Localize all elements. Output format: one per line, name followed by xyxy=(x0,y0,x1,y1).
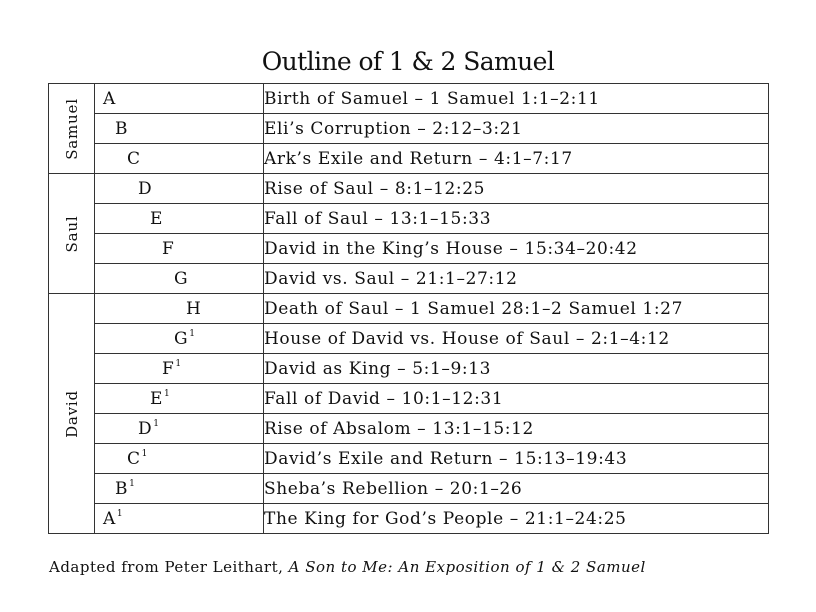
chiasm-letter: D xyxy=(138,178,153,199)
table-row xyxy=(49,324,769,354)
section-description: David as King – 5:1–9:13 xyxy=(264,354,769,384)
group-label-david: David xyxy=(62,389,81,438)
table-row xyxy=(49,444,769,474)
section-description: Ark’s Exile and Return – 4:1–7:17 xyxy=(264,144,769,174)
citation-book-title: A Son to Me: An Exposition of 1 & 2 Samuel xyxy=(288,558,646,576)
section-description: Sheba’s Rebellion – 20:1–26 xyxy=(264,474,769,504)
chiasm-letter-cell xyxy=(95,444,264,474)
chiasm-letter: $F^1$ xyxy=(162,358,182,379)
chiasm-letter-cell xyxy=(95,264,264,294)
chiasm-letter-cell xyxy=(95,384,264,414)
chiasm-letter-cell xyxy=(95,504,264,534)
section-description: Fall of David – 10:1–12:31 xyxy=(264,384,769,414)
section-description: House of David vs. House of Saul – 2:1–4:12 xyxy=(264,324,769,354)
chiasm-letter: $E^1$ xyxy=(150,388,171,409)
chiasm-letter-cell xyxy=(95,204,264,234)
section-description: Fall of Saul – 13:1–15:33 xyxy=(264,204,769,234)
section-description: Birth of Samuel – 1 Samuel 1:1–2:11 xyxy=(264,84,769,114)
group-cell-saul xyxy=(49,174,95,294)
chiasm-letter: C xyxy=(127,148,141,169)
table-row xyxy=(49,204,769,234)
section-description: Rise of Absalom – 13:1–15:12 xyxy=(264,414,769,444)
table-row xyxy=(49,84,769,114)
chiasm-letter-cell xyxy=(95,354,264,384)
table-row xyxy=(49,504,769,534)
chiasm-letter: $D^1$ xyxy=(138,418,160,439)
chiasm-letter-cell xyxy=(95,174,264,204)
chiasm-letter: $C^1$ xyxy=(127,448,148,469)
section-description: David vs. Saul – 21:1–27:12 xyxy=(264,264,769,294)
table-row xyxy=(49,264,769,294)
table-row xyxy=(49,414,769,444)
chiasm-letter: $G^1$ xyxy=(174,328,196,349)
chiasm-letter-cell xyxy=(95,114,264,144)
group-label-saul: Saul xyxy=(62,215,81,252)
chiasm-letter: F xyxy=(162,238,175,259)
section-description: David’s Exile and Return – 15:13–19:43 xyxy=(264,444,769,474)
table-row xyxy=(49,354,769,384)
chiasm-letter: B xyxy=(115,118,129,139)
page-title: Outline of 1 & 2 Samuel xyxy=(261,47,555,76)
group-cell-samuel xyxy=(49,84,95,174)
chiasm-letter: A xyxy=(103,88,116,109)
section-description: Death of Saul – 1 Samuel 28:1–2 Samuel 1:27 xyxy=(264,294,769,324)
chiasm-letter: $B^1$ xyxy=(115,478,136,499)
source-citation xyxy=(49,558,646,576)
table-row xyxy=(49,144,769,174)
section-description: Rise of Saul – 8:1–12:25 xyxy=(264,174,769,204)
outline-table xyxy=(48,83,769,534)
chiasm-letter-cell xyxy=(95,144,264,174)
section-description: The King for God’s People – 21:1–24:25 xyxy=(264,504,769,534)
table-row xyxy=(49,474,769,504)
chiasm-letter: E xyxy=(150,208,164,229)
chiasm-letter-cell xyxy=(95,474,264,504)
section-description: Eli’s Corruption – 2:12–3:21 xyxy=(264,114,769,144)
chiasm-letter-cell xyxy=(95,414,264,444)
table-row xyxy=(49,384,769,414)
group-cell-david xyxy=(49,294,95,534)
table-row xyxy=(49,114,769,144)
chiasm-letter-cell xyxy=(95,294,264,324)
chiasm-letter: $A^1$ xyxy=(103,508,124,529)
chiasm-letter-cell xyxy=(95,324,264,354)
chiasm-letter-cell xyxy=(95,234,264,264)
chiasm-letter: H xyxy=(186,298,202,319)
table-row xyxy=(49,294,769,324)
section-description: David in the King’s House – 15:34–20:42 xyxy=(264,234,769,264)
citation-prefix: Adapted from Peter Leithart, xyxy=(49,558,289,576)
table-row xyxy=(49,234,769,264)
chiasm-letter-cell xyxy=(95,84,264,114)
group-label-samuel: Samuel xyxy=(62,97,81,160)
table-row xyxy=(49,174,769,204)
chiasm-letter: G xyxy=(174,268,189,289)
